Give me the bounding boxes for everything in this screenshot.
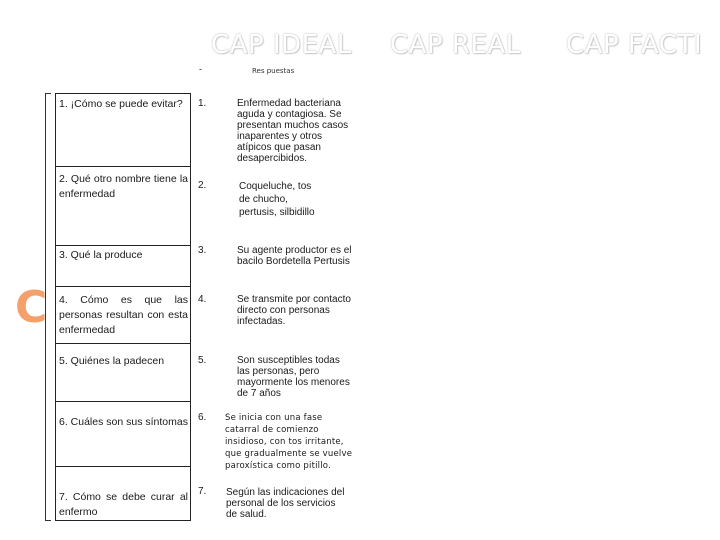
answer-1: Enfermedad bacteriana aguda y contagiosa. Se presentan muchos casos inaparentes y otros atípicos que pasan desapercibidos. [237, 98, 349, 164]
bullet-mark: - [199, 64, 202, 74]
row-divider [56, 401, 190, 402]
answer-number-3: 3. [198, 245, 207, 256]
answer-number-2: 2. [198, 180, 207, 191]
answer-5: Son susceptibles todas las personas, pero mayormente los menores de 7 años [237, 355, 350, 399]
questions-column [55, 93, 191, 521]
question-7: 7. Cómo se debe curar al enfermo [59, 491, 188, 518]
answer-number-7: 7. [198, 486, 207, 497]
question-3: 3. Qué la produce [59, 249, 143, 261]
side-letter: C [15, 282, 48, 333]
question-6: 6. Cuáles son sus síntomas [59, 416, 188, 428]
header-cap-real: CAP REAL [390, 30, 521, 60]
answer-3: Su agente productor es el bacilo Bordetella Pertusis [237, 245, 352, 267]
header-cap-ideal: CAP IDEAL [211, 30, 352, 60]
question-4: 4. Cómo es que las personas resultan con esta enfermedad [59, 294, 188, 336]
row-divider [56, 166, 190, 167]
question-2: 2. Qué otro nombre tiene la enfermedad [59, 173, 188, 200]
row-divider [56, 343, 190, 344]
header-cap-facti: CAP FACTI [566, 30, 702, 60]
answer-number-4: 4. [198, 294, 207, 305]
answer-number-1: 1. [198, 98, 207, 109]
question-1: 1. ¡Cómo se puede evitar? [59, 98, 183, 110]
answer-4: Se transmite por contacto directo con personas infectadas. [237, 294, 351, 327]
row-divider [56, 286, 190, 287]
left-bracket [45, 93, 51, 521]
answer-2: Coqueluche, tos de chucho, pertusis, silbidillo [239, 181, 315, 218]
row-divider [56, 245, 190, 246]
question-5: 5. Quiénes la padecen [59, 355, 165, 367]
row-divider [56, 466, 190, 467]
answer-number-5: 5. [198, 355, 207, 366]
answers-heading: Res puestas [252, 67, 295, 75]
answer-7: Según las indicaciones del personal de los servicios de salud. [226, 487, 345, 520]
answer-6: Se inicia con una fase catarral de comienzo insidioso, con tos irritante, que gradualmente se vuelve paroxística como pitillo. [225, 413, 353, 471]
answer-number-6: 6. [198, 412, 207, 423]
